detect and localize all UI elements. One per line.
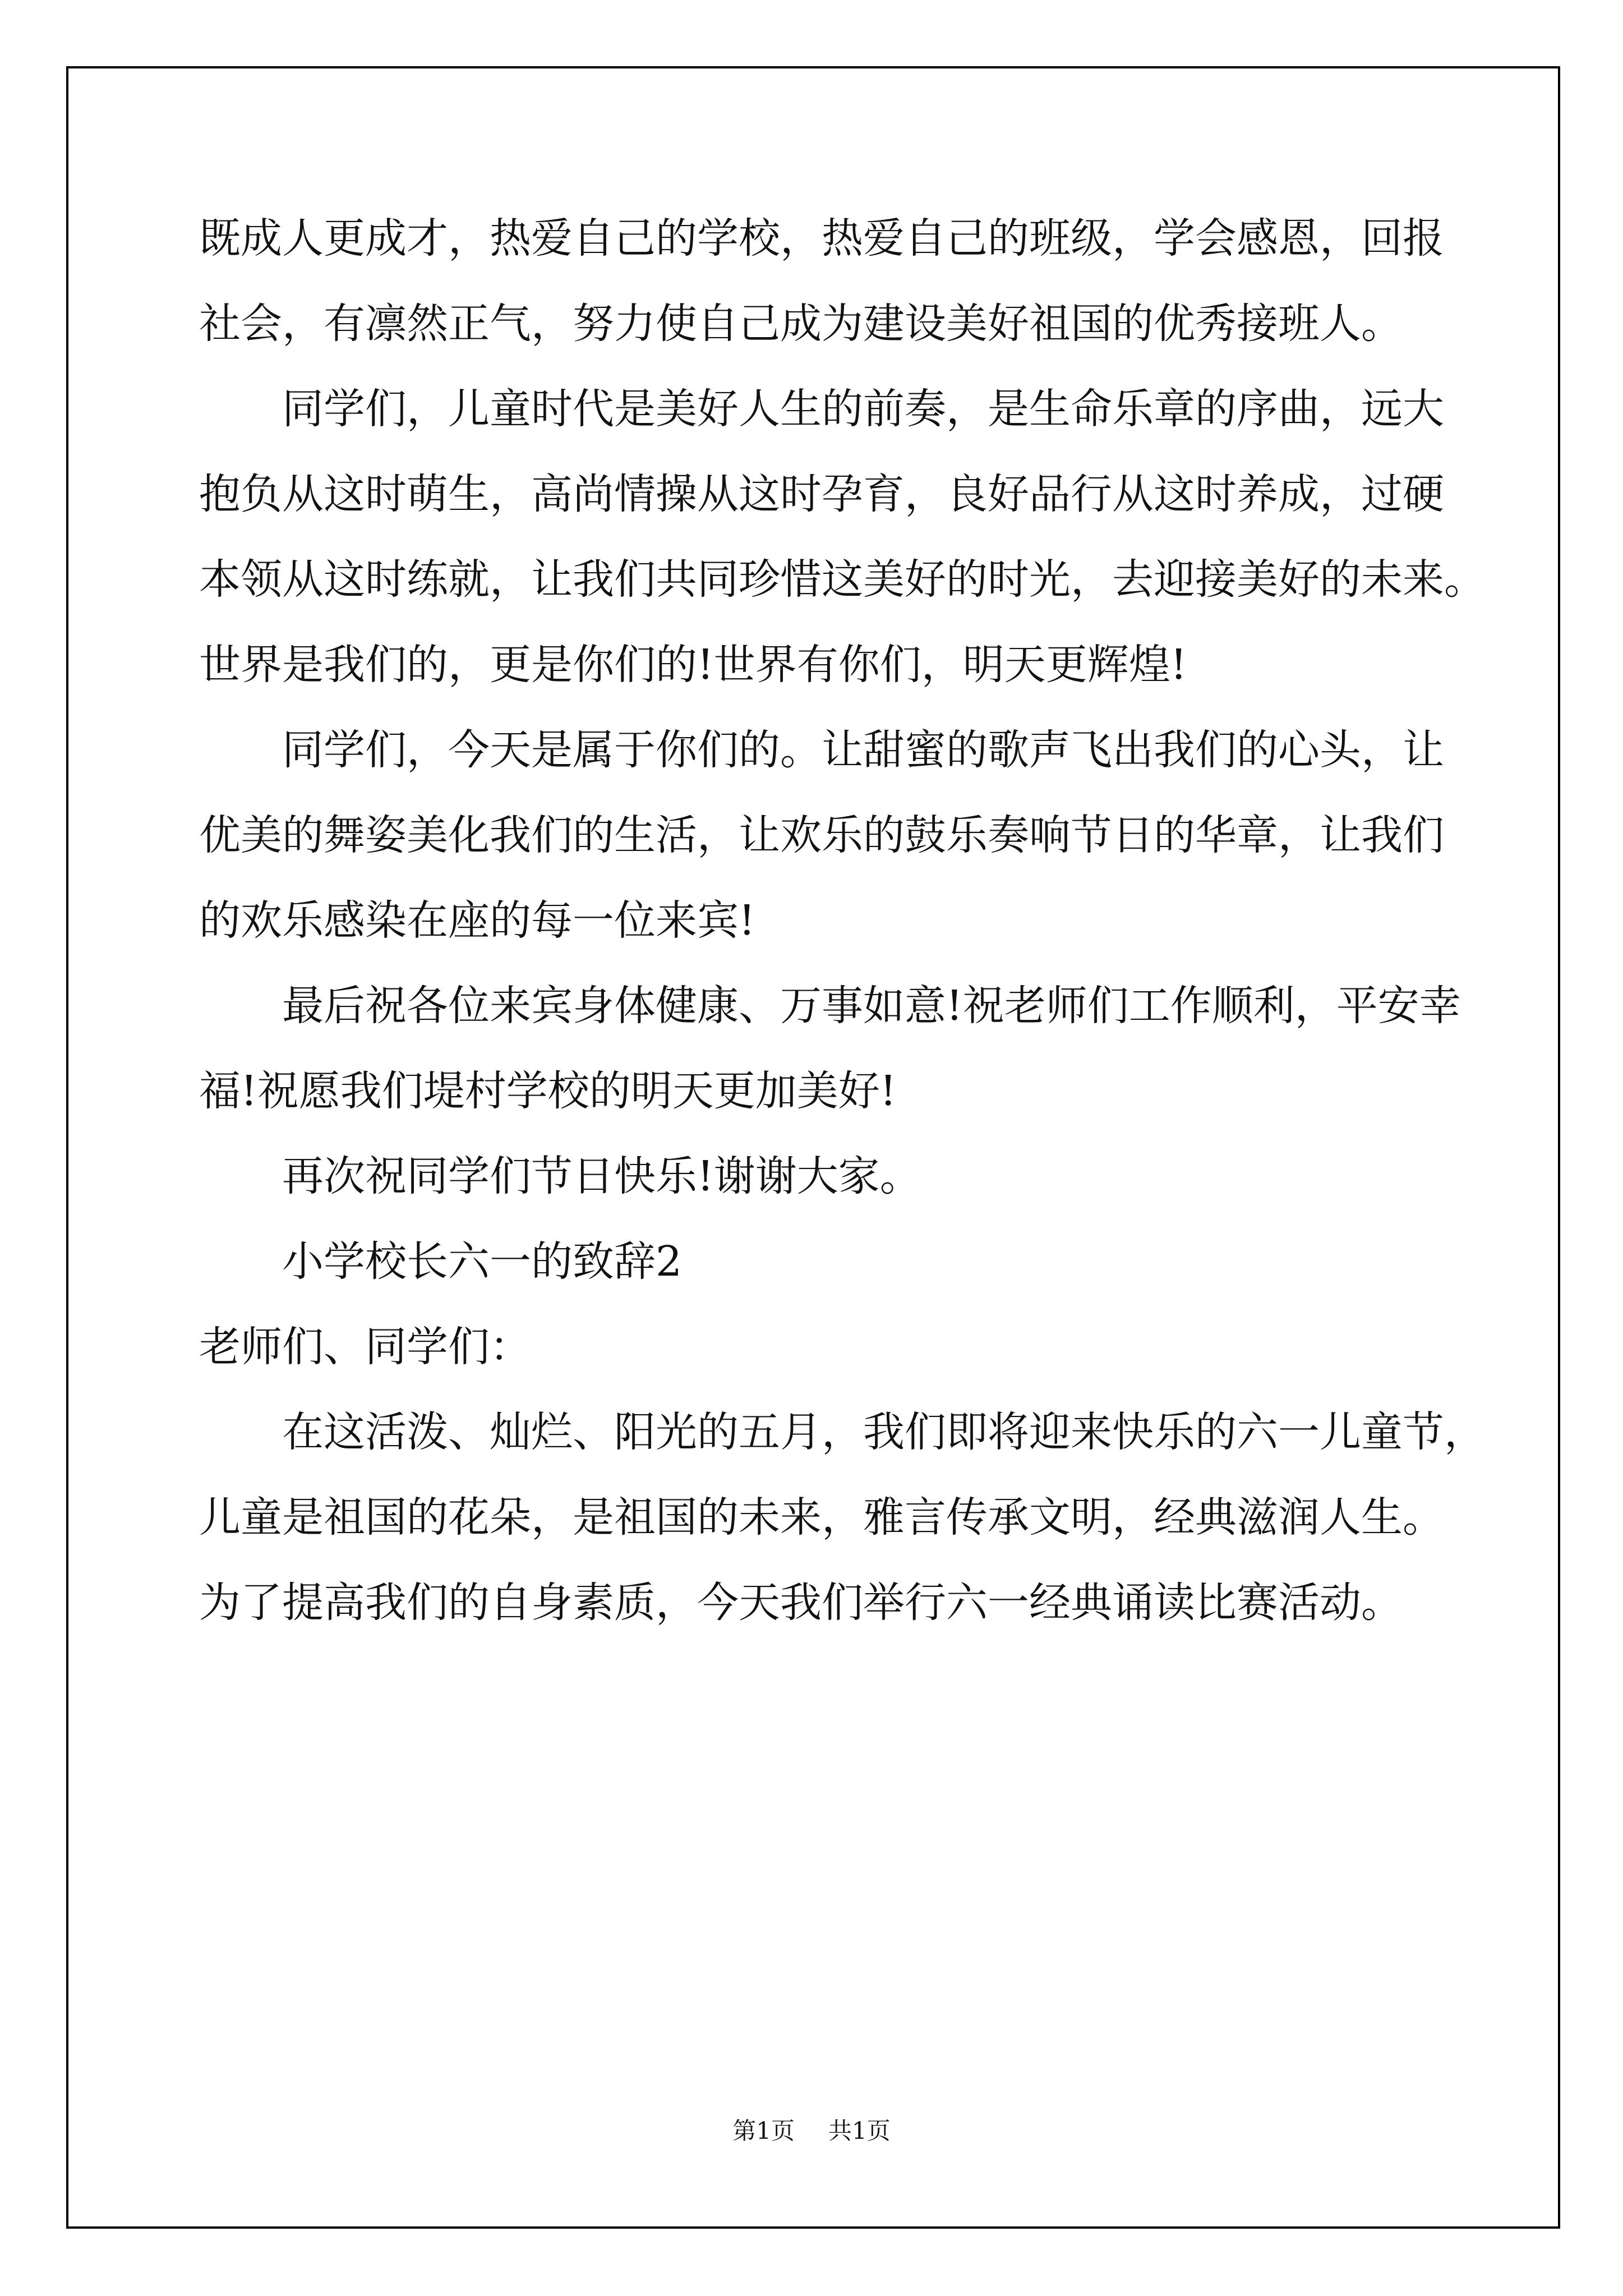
text-line: 为了提高我们的自身素质，今天我们举行六一经典诵读比赛活动。 — [199, 1579, 1403, 1627]
text-line: 儿童是祖国的花朵，是祖国的未来，雅言传承文明，经典滋润人生。 — [199, 1493, 1444, 1542]
text-line: 社会，有凛然正气，努力使自己成为建设美好祖国的优秀接班人。 — [199, 300, 1403, 348]
page-number-current: 第1页 — [732, 2117, 795, 2145]
text-line: 同学们，今天是属于你们的。让甜蜜的歌声飞出我们的心头，让 — [282, 726, 1444, 774]
page-footer — [0, 2119, 1623, 2143]
text-line: 同学们，儿童时代是美好人生的前奏，是生命乐章的序曲，远大 — [282, 385, 1444, 433]
text-line: 再次祝同学们节日快乐!谢谢大家。 — [282, 1152, 921, 1200]
page-number-total: 共1页 — [828, 2117, 891, 2145]
text-line: 抱负从这时萌生，高尚情操从这时孕育，良好品行从这时养成，过硬 — [199, 470, 1444, 518]
text-line: 世界是我们的，更是你们的!世界有你们，明天更辉煌! — [199, 641, 1187, 689]
text-line: 在这活泼、灿烂、阳光的五月，我们即将迎来快乐的六一儿童节， — [282, 1408, 1486, 1456]
salutation: 老师们、同学们： — [199, 1323, 531, 1371]
text-line: 福!祝愿我们堤村学校的明天更加美好! — [199, 1067, 897, 1115]
section-heading: 小学校长六一的致辞2 — [282, 1237, 683, 1286]
text-line: 本领从这时练就，让我们共同珍惜这美好的时光，去迎接美好的未来。 — [199, 555, 1486, 604]
document-body — [199, 214, 1486, 1667]
text-line: 既成人更成才，热爱自己的学校，热爱自己的班级，学会感恩，回报 — [199, 214, 1444, 263]
text-line: 最后祝各位来宾身体健康、万事如意!祝老师们工作顺利，平安幸 — [282, 982, 1461, 1030]
text-line: 的欢乐感染在座的每一位来宾! — [199, 896, 755, 945]
text-line: 优美的舞姿美化我们的生活，让欢乐的鼓乐奏响节日的华章，让我们 — [199, 811, 1444, 859]
